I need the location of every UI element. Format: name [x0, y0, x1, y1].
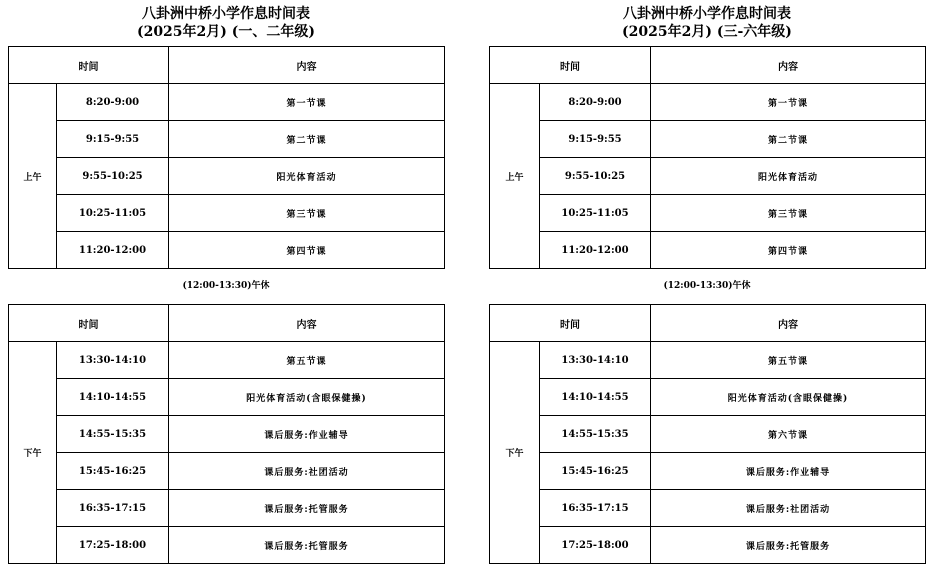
- header-time: 时间: [9, 47, 169, 84]
- content-cell: 阳光体育活动: [169, 158, 445, 195]
- table-row: [490, 416, 926, 453]
- period-label-morning: 上午: [9, 84, 57, 269]
- table-row: [9, 416, 445, 453]
- table-row: [490, 342, 926, 379]
- time-cell: 8:20-9:00: [57, 84, 169, 121]
- time-cell: 17:25-18:00: [540, 527, 651, 564]
- table-row: [9, 84, 445, 121]
- table-row: [490, 453, 926, 490]
- header-content: 内容: [169, 305, 445, 342]
- table-row: [9, 232, 445, 269]
- table-row: [490, 379, 926, 416]
- table-header-row: [9, 305, 445, 342]
- content-cell: 课后服务:社团活动: [651, 490, 926, 527]
- period-label-afternoon: 下午: [490, 342, 540, 564]
- morning-schedule-table: [489, 46, 926, 269]
- time-cell: 9:55-10:25: [540, 158, 651, 195]
- table-row: [490, 490, 926, 527]
- table-row: [9, 342, 445, 379]
- content-cell: 第二节课: [169, 121, 445, 158]
- time-cell: 9:15-9:55: [540, 121, 651, 158]
- period-label-afternoon: 下午: [9, 342, 57, 564]
- page-title: 八卦洲中桥小学作息时间表: [142, 6, 310, 22]
- morning-schedule-table: [8, 46, 445, 269]
- content-cell: 课后服务:托管服务: [169, 527, 445, 564]
- table-row: [9, 121, 445, 158]
- schedule-panel-grades-3-6: [489, 0, 925, 552]
- time-cell: 14:55-15:35: [57, 416, 169, 453]
- content-cell: 阳光体育活动(含眼保健操): [169, 379, 445, 416]
- time-cell: 15:45-16:25: [57, 453, 169, 490]
- table-row: [9, 527, 445, 564]
- content-cell: 第五节课: [169, 342, 445, 379]
- time-cell: 14:10-14:55: [57, 379, 169, 416]
- content-cell: 第四节课: [169, 232, 445, 269]
- content-cell: 第三节课: [651, 195, 926, 232]
- time-cell: 13:30-14:10: [57, 342, 169, 379]
- header-time: 时间: [490, 47, 651, 84]
- header-time: 时间: [490, 305, 651, 342]
- time-cell: 8:20-9:00: [540, 84, 651, 121]
- table-header-row: [9, 47, 445, 84]
- table-row: [9, 453, 445, 490]
- content-cell: 第四节课: [651, 232, 926, 269]
- header-content: 内容: [651, 47, 926, 84]
- noon-break-note: (12:00-13:30)午休: [182, 281, 270, 291]
- time-cell: 16:35-17:15: [57, 490, 169, 527]
- content-cell: 课后服务:社团活动: [169, 453, 445, 490]
- content-cell: 第三节课: [169, 195, 445, 232]
- header-content: 内容: [169, 47, 445, 84]
- content-cell: 第五节课: [651, 342, 926, 379]
- time-cell: 16:35-17:15: [540, 490, 651, 527]
- table-row: [490, 158, 926, 195]
- content-cell: 课后服务:托管服务: [169, 490, 445, 527]
- table-header-row: [490, 47, 926, 84]
- table-header-row: [490, 305, 926, 342]
- table-row: [490, 121, 926, 158]
- time-cell: 14:55-15:35: [540, 416, 651, 453]
- table-row: [490, 527, 926, 564]
- time-cell: 9:15-9:55: [57, 121, 169, 158]
- table-row: [9, 158, 445, 195]
- table-row: [9, 490, 445, 527]
- content-cell: 第二节课: [651, 121, 926, 158]
- time-cell: 17:25-18:00: [57, 527, 169, 564]
- schedule-panel-grades-1-2: [8, 0, 444, 552]
- content-cell: 课后服务:作业辅导: [651, 453, 926, 490]
- content-cell: 课后服务:托管服务: [651, 527, 926, 564]
- content-cell: 阳光体育活动(含眼保健操): [651, 379, 926, 416]
- time-cell: 11:20-12:00: [540, 232, 651, 269]
- time-cell: 9:55-10:25: [57, 158, 169, 195]
- page-title: 八卦洲中桥小学作息时间表: [623, 6, 791, 22]
- table-row: [9, 379, 445, 416]
- afternoon-schedule-table: [489, 304, 926, 564]
- time-cell: 10:25-11:05: [540, 195, 651, 232]
- time-cell: 14:10-14:55: [540, 379, 651, 416]
- table-row: [490, 84, 926, 121]
- table-row: [9, 195, 445, 232]
- period-label-morning: 上午: [490, 84, 540, 269]
- page-subtitle: (2025年2月) (一、二年级): [136, 24, 316, 40]
- time-cell: 11:20-12:00: [57, 232, 169, 269]
- time-cell: 15:45-16:25: [540, 453, 651, 490]
- noon-break-note: (12:00-13:30)午休: [663, 281, 751, 291]
- content-cell: 第一节课: [169, 84, 445, 121]
- afternoon-schedule-table: [8, 304, 445, 564]
- content-cell: 第六节课: [651, 416, 926, 453]
- table-row: [490, 232, 926, 269]
- page-subtitle: (2025年2月) (三-六年级): [622, 24, 792, 40]
- time-cell: 13:30-14:10: [540, 342, 651, 379]
- header-time: 时间: [9, 305, 169, 342]
- time-cell: 10:25-11:05: [57, 195, 169, 232]
- header-content: 内容: [651, 305, 926, 342]
- content-cell: 课后服务:作业辅导: [169, 416, 445, 453]
- content-cell: 阳光体育活动: [651, 158, 926, 195]
- content-cell: 第一节课: [651, 84, 926, 121]
- table-row: [490, 195, 926, 232]
